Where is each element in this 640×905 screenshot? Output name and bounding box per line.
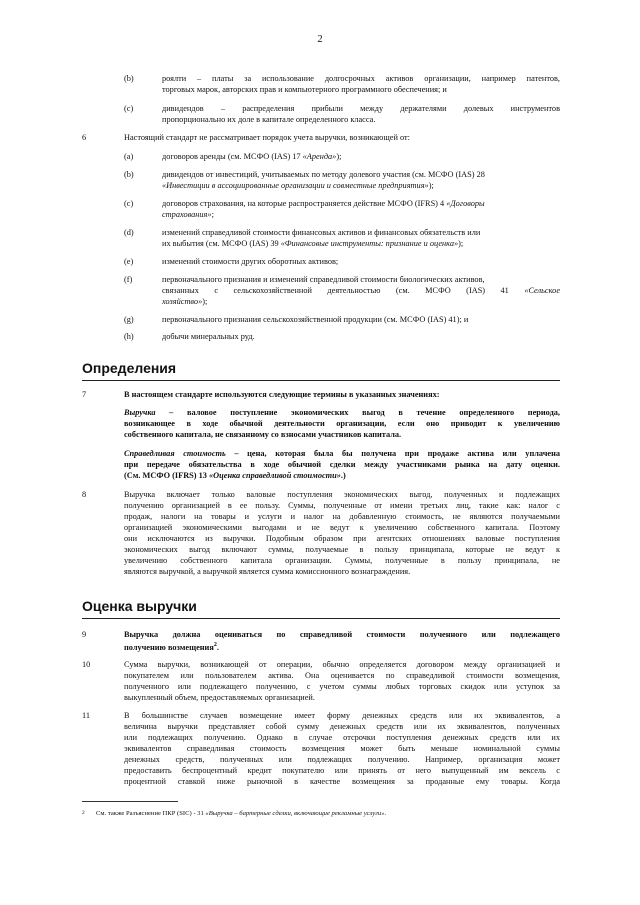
footnote-rule [82, 801, 178, 802]
paragraph-number: 9 [82, 630, 87, 639]
paragraph-text: Выручка должна оцениваться по справедливой стоимости полученного или подлежащего [124, 630, 560, 639]
list-label: (f) [124, 275, 133, 284]
definition-fair-value: Справедливая стоимость – цена, которая была бы получена при продаже актива или уплачена [124, 449, 560, 458]
paragraph-text: они исключаются из выручки. Подобным образом при агентских отношениях валовые поступления [124, 534, 560, 543]
definition-text: при передаче обязательства в ходе обычной сделки между участниками рынка на дату оценки. [124, 460, 560, 469]
paragraph-text: выкупленный объем, предоставляемых организацией. [124, 693, 315, 702]
list-text: изменений стоимости других оборотных активов; [162, 257, 339, 266]
heading-rule [82, 618, 560, 619]
paragraph-text: Сумма выручки, возникающей от операции, обычно определяется договором между организацией и [124, 660, 560, 669]
list-text: дивидендов от инвестиций, учитываемых по методу долевого участия (см. МСФО (IAS) 28 [162, 170, 485, 179]
paragraph-number: 10 [82, 660, 91, 669]
list-text: договоров аренды (см. МСФО (IAS) 17 «Аренда»); [162, 152, 342, 161]
section-heading: Оценка выручки [82, 598, 197, 614]
list-text: «Инвестиции в ассоциированные организации и совместные предприятия»); [162, 181, 434, 190]
paragraph-text: получению организацией в ее пользу. Суммы, полученные от имени третьих лиц, такие как: налог с [124, 501, 560, 510]
footnote-number: 2 [82, 810, 85, 816]
paragraph-text: эквивалентов справедливая стоимость возмещения может быть меньше номинальной суммы [124, 744, 560, 753]
paragraph-text: В настоящем стандарте используются следующие термины в указанных значениях: [124, 390, 440, 399]
paragraph-text: покупателем или пользователем актива. Она оценивается по справедливой стоимости возмещения, [124, 671, 560, 680]
list-text: добычи минеральных руд. [162, 332, 255, 341]
paragraph-text: организацией экономическими выгодами и не ведут к увеличению собственного капитала. Поэтому [124, 523, 560, 532]
list-text: первоначального признания сельскохозяйственной продукции (см. МСФО (IAS) 41); и [162, 315, 469, 324]
paragraph-text: денежных средств, полученных или подлежащих получению. Например, организация может [124, 755, 560, 764]
list-text: страхования»; [162, 210, 214, 219]
list-text: роялти – платы за использование долгосрочных активов организации, например патентов, [162, 74, 560, 83]
page-number: 2 [317, 34, 323, 45]
list-text: хозяйство»); [162, 297, 208, 306]
paragraph-number: 8 [82, 490, 87, 499]
list-label: (g) [124, 315, 134, 324]
list-text: торговых марок, авторских прав и компьютерного программного обеспечения; и [162, 85, 447, 94]
paragraph-text: получению возмещения$^2$. [124, 642, 219, 652]
list-label: (a) [124, 152, 134, 161]
list-label: (b) [124, 74, 134, 83]
list-text: договоров страхования, на которые распространяется действие МСФО (IFRS) 4 «Договоры [162, 199, 485, 208]
paragraph-text: процентной ставкой ниже рыночной в качестве возмещения за проданные ему товары. Когда [124, 777, 560, 786]
paragraph-text: предоставить беспроцентный кредит покупателю или принять от него выпущенный им вексель с [124, 766, 560, 775]
list-label: (e) [124, 257, 134, 266]
list-text: пропорционально их доле в капитале определенного класса. [162, 115, 376, 124]
paragraph-text: или подлежащих получению. Однако в случае отсрочки поступления денежных средств или их [124, 733, 560, 742]
list-text: связанных с сельскохозяйственной деятельностью (см. МСФО (IAS) 41 «Сельское [162, 286, 560, 295]
list-text: первоначального признания и изменений справедливой стоимости биологических активов, [162, 275, 485, 284]
paragraph-text: увеличению собственного капитала организации. Суммы, полученные в пользу принципала, не [124, 556, 560, 565]
definition-text: возникающее в ходе обычной деятельности организации, если оно приводит к увеличению [124, 419, 560, 428]
definition-text: собственного капитала, не связанному со взносами участников капитала. [124, 430, 402, 439]
heading-rule [82, 380, 560, 381]
footnote-ref: 2 [213, 642, 217, 648]
paragraph-number: 11 [82, 711, 90, 720]
list-text: дивидендов – распределения прибыли между держателями долевых инструментов [162, 104, 560, 113]
paragraph-text: полученного или подлежащего получению, с учетом суммы любых торговых скидок или уступок за [124, 682, 560, 691]
section-heading: Определения [82, 360, 177, 376]
list-text: их выбытия (см. МСФО (IAS) 39 «Финансовые инструменты: признание и оценка»); [162, 239, 464, 248]
list-label: (c) [124, 199, 134, 208]
paragraph-text: экономических выгод включают суммы, получаемые в пользу принципала, которые не ведут к [124, 545, 560, 554]
paragraph-number: 6 [82, 133, 87, 142]
definition-text: (См. МСФО (IFRS) 13 «Оценка справедливой стоимости».) [124, 471, 346, 480]
paragraph-text: продаж, налоги на товары и услуги и налог на добавленную стоимость, не являются получаемыми [124, 512, 560, 521]
list-label: (c) [124, 104, 134, 113]
paragraph-text: Выручка включает только валовые поступления экономических выгод, полученных и подлежащих [124, 490, 560, 499]
paragraph-text: В большинстве случаев возмещение имеет форму денежных средств или их эквивалентов, а [124, 711, 560, 720]
definition-revenue: Выручка – валовое поступление экономических выгод в течение определенного периода, [124, 408, 560, 417]
list-text: изменений справедливой стоимости финансовых активов и финансовых обязательств или [162, 228, 481, 237]
paragraph-text: являются выручкой, а выручкой является сумма комиссионного вознаграждения. [124, 567, 411, 576]
list-label: (d) [124, 228, 134, 237]
paragraph-number: 7 [82, 390, 87, 399]
list-label: (h) [124, 332, 134, 341]
paragraph-text: Настоящий стандарт не рассматривает порядок учета выручки, возникающей от: [124, 133, 410, 142]
list-label: (b) [124, 170, 134, 179]
paragraph-text: величина выручки представляет собой сумму денежных средств или их эквивалентов, полученных [124, 722, 560, 731]
footnote-text: См. также Разъяснение ПКР (SIC) - 31 «Выручка – бартерные сделки, включающие рекламные услуги». [96, 810, 387, 817]
